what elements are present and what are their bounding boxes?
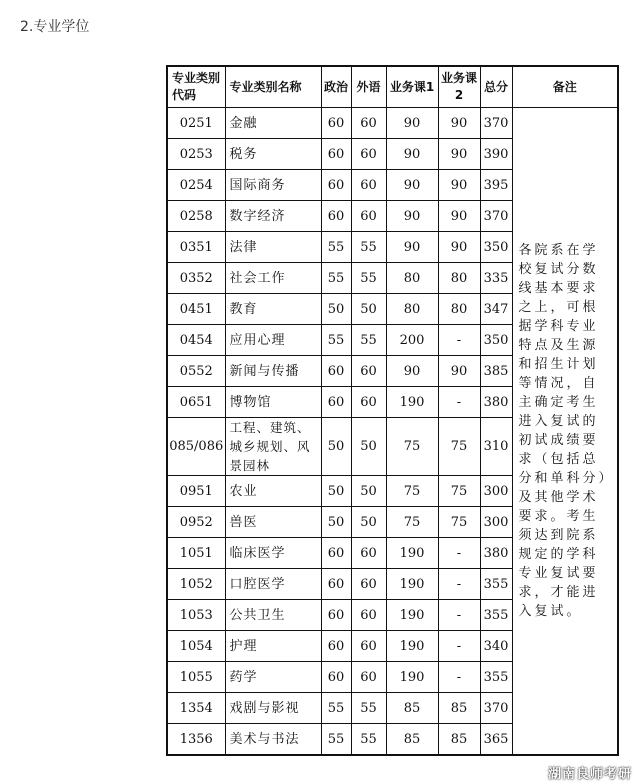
cell-name: 戏剧与影视 [225, 693, 321, 724]
cell-course-2: 90 [438, 170, 480, 201]
cell-code: 1055 [167, 662, 225, 693]
table-header-row [167, 66, 618, 108]
cell-foreign-language: 60 [351, 538, 386, 569]
cell-code: 085/086 [167, 418, 225, 476]
header-foreign-language: 外语 [351, 66, 386, 108]
cell-name: 法律 [225, 232, 321, 263]
cell-foreign-language: 60 [351, 631, 386, 662]
cell-code: 1053 [167, 600, 225, 631]
header-name: 专业类别名称 [225, 66, 321, 108]
cell-course-1: 85 [386, 693, 438, 724]
header-course-1: 业务课1 [386, 66, 438, 108]
cell-code: 0552 [167, 356, 225, 387]
cell-name: 美术与书法 [225, 724, 321, 756]
cell-code: 0352 [167, 263, 225, 294]
cell-code: 1052 [167, 569, 225, 600]
cell-course-2: 90 [438, 108, 480, 139]
cell-name: 口腔医学 [225, 569, 321, 600]
cell-course-1: 90 [386, 356, 438, 387]
cell-code: 0651 [167, 387, 225, 418]
cell-foreign-language: 55 [351, 232, 386, 263]
cell-course-1: 90 [386, 201, 438, 232]
cell-course-2: 90 [438, 139, 480, 170]
cell-code: 0251 [167, 108, 225, 139]
cell-course-1: 75 [386, 476, 438, 507]
cell-total: 370 [480, 201, 512, 232]
cell-course-2: 80 [438, 263, 480, 294]
header-course-2: 业务课2 [438, 66, 480, 108]
cell-name: 农业 [225, 476, 321, 507]
cell-course-2: - [438, 538, 480, 569]
cell-course-2: - [438, 387, 480, 418]
cell-course-1: 190 [386, 662, 438, 693]
cell-foreign-language: 60 [351, 600, 386, 631]
cell-politics: 60 [321, 387, 351, 418]
cell-total: 300 [480, 476, 512, 507]
header-remark: 备注 [512, 66, 618, 108]
cell-course-1: 190 [386, 569, 438, 600]
cell-course-2: 90 [438, 356, 480, 387]
cell-foreign-language: 60 [351, 569, 386, 600]
cell-course-1: 90 [386, 170, 438, 201]
cell-total: 370 [480, 108, 512, 139]
cell-politics: 60 [321, 108, 351, 139]
cell-total: 395 [480, 170, 512, 201]
cell-course-2: - [438, 631, 480, 662]
cell-total: 335 [480, 263, 512, 294]
cell-politics: 50 [321, 294, 351, 325]
cell-code: 0952 [167, 507, 225, 538]
cell-politics: 60 [321, 201, 351, 232]
cell-course-2: 90 [438, 201, 480, 232]
cell-course-2: 75 [438, 507, 480, 538]
cell-politics: 55 [321, 724, 351, 756]
cell-name: 新闻与传播 [225, 356, 321, 387]
cell-politics: 60 [321, 631, 351, 662]
cell-name: 药学 [225, 662, 321, 693]
cell-politics: 55 [321, 263, 351, 294]
cell-course-1: 75 [386, 418, 438, 476]
cell-code: 0451 [167, 294, 225, 325]
cell-course-1: 190 [386, 600, 438, 631]
cell-politics: 60 [321, 538, 351, 569]
cell-foreign-language: 50 [351, 418, 386, 476]
cell-code: 0351 [167, 232, 225, 263]
cell-foreign-language: 60 [351, 201, 386, 232]
cell-course-1: 80 [386, 294, 438, 325]
cell-foreign-language: 60 [351, 662, 386, 693]
cell-total: 380 [480, 387, 512, 418]
cell-name: 教育 [225, 294, 321, 325]
cell-total: 355 [480, 600, 512, 631]
cell-course-1: 90 [386, 232, 438, 263]
cell-course-1: 75 [386, 507, 438, 538]
cell-politics: 60 [321, 569, 351, 600]
cell-name: 兽医 [225, 507, 321, 538]
cell-foreign-language: 60 [351, 387, 386, 418]
cell-course-2: 90 [438, 232, 480, 263]
cell-politics: 50 [321, 418, 351, 476]
header-code: 专业类别代码 [167, 66, 225, 108]
cell-total: 347 [480, 294, 512, 325]
cell-code: 1356 [167, 724, 225, 756]
cell-code: 0254 [167, 170, 225, 201]
cell-total: 310 [480, 418, 512, 476]
cell-course-2: 85 [438, 693, 480, 724]
cell-course-1: 80 [386, 263, 438, 294]
cell-course-1: 190 [386, 538, 438, 569]
cell-course-2: 75 [438, 476, 480, 507]
cell-foreign-language: 50 [351, 294, 386, 325]
cell-code: 0951 [167, 476, 225, 507]
cell-name: 工程、建筑、城乡规划、风景园林 [225, 418, 321, 476]
cell-foreign-language: 55 [351, 325, 386, 356]
cell-name: 社会工作 [225, 263, 321, 294]
cell-code: 0258 [167, 201, 225, 232]
cell-total: 340 [480, 631, 512, 662]
cell-course-2: 80 [438, 294, 480, 325]
cell-course-2: - [438, 325, 480, 356]
cell-total: 385 [480, 356, 512, 387]
cell-politics: 50 [321, 507, 351, 538]
cell-course-1: 85 [386, 724, 438, 756]
cell-name: 国际商务 [225, 170, 321, 201]
score-table [166, 65, 619, 756]
cell-total: 380 [480, 538, 512, 569]
cell-total: 365 [480, 724, 512, 756]
cell-course-2: - [438, 569, 480, 600]
cell-name: 博物馆 [225, 387, 321, 418]
cell-politics: 60 [321, 139, 351, 170]
cell-course-2: - [438, 662, 480, 693]
table-row [167, 108, 618, 139]
cell-foreign-language: 55 [351, 724, 386, 756]
cell-foreign-language: 60 [351, 356, 386, 387]
cell-code: 0454 [167, 325, 225, 356]
cell-course-2: 75 [438, 418, 480, 476]
cell-politics: 60 [321, 356, 351, 387]
cell-total: 350 [480, 232, 512, 263]
cell-course-1: 190 [386, 387, 438, 418]
cell-total: 355 [480, 662, 512, 693]
cell-foreign-language: 60 [351, 170, 386, 201]
cell-foreign-language: 50 [351, 476, 386, 507]
cell-name: 应用心理 [225, 325, 321, 356]
cell-foreign-language: 55 [351, 263, 386, 294]
cell-course-1: 90 [386, 139, 438, 170]
cell-politics: 60 [321, 600, 351, 631]
remark-cell: 各院系在学校复试分数线基本要求之上，可根据学科专业特点及生源和招生计划等情况，自主确定考生进入复试的初试成绩要求（包括总分和单科分）及其他学术要求。考生须达到院系规定的学科专业复试要求，才能进入复试。 [512, 108, 618, 756]
cell-politics: 50 [321, 476, 351, 507]
cell-foreign-language: 50 [351, 507, 386, 538]
cell-name: 税务 [225, 139, 321, 170]
cell-code: 1054 [167, 631, 225, 662]
cell-course-2: - [438, 600, 480, 631]
cell-course-1: 190 [386, 631, 438, 662]
cell-total: 370 [480, 693, 512, 724]
header-politics: 政治 [321, 66, 351, 108]
cell-total: 355 [480, 569, 512, 600]
header-total: 总分 [480, 66, 512, 108]
cell-politics: 60 [321, 662, 351, 693]
cell-foreign-language: 60 [351, 139, 386, 170]
cell-politics: 55 [321, 232, 351, 263]
cell-course-1: 90 [386, 108, 438, 139]
cell-name: 临床医学 [225, 538, 321, 569]
cell-total: 300 [480, 507, 512, 538]
cell-politics: 55 [321, 325, 351, 356]
cell-politics: 55 [321, 693, 351, 724]
cell-politics: 60 [321, 170, 351, 201]
section-heading: 2.专业学位 [20, 19, 90, 35]
cell-code: 0253 [167, 139, 225, 170]
cell-foreign-language: 55 [351, 693, 386, 724]
cell-code: 1354 [167, 693, 225, 724]
watermark: 湖南良师考研 [547, 767, 632, 782]
cell-name: 金融 [225, 108, 321, 139]
cell-course-1: 200 [386, 325, 438, 356]
cell-total: 350 [480, 325, 512, 356]
cell-code: 1051 [167, 538, 225, 569]
table-body [167, 108, 618, 756]
cell-course-2: 85 [438, 724, 480, 756]
cell-foreign-language: 60 [351, 108, 386, 139]
cell-total: 390 [480, 139, 512, 170]
cell-name: 护理 [225, 631, 321, 662]
cell-name: 数字经济 [225, 201, 321, 232]
cell-name: 公共卫生 [225, 600, 321, 631]
